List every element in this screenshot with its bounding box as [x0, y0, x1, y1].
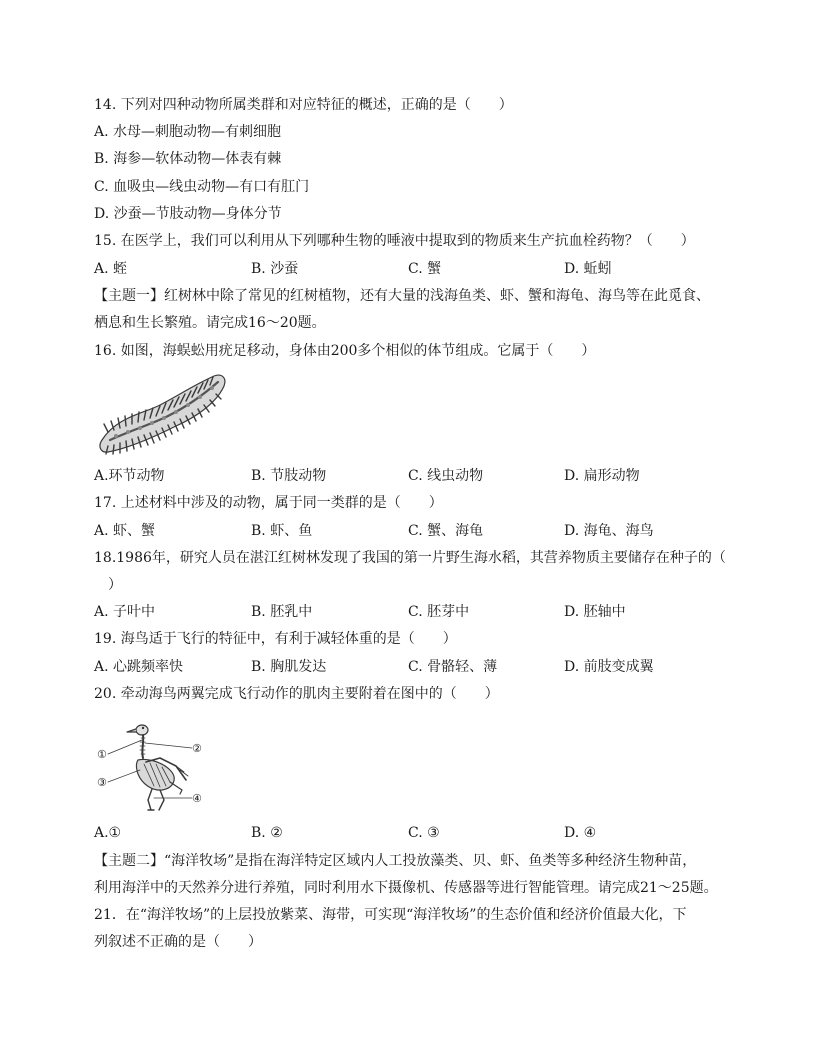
q19-option-c: C. 骨骼轻、薄 [408, 659, 498, 675]
q14-stem: 14. 下列对四种动物所属类群和对应特征的概述，正确的是（ ） [94, 97, 513, 113]
q20-option-c: C. ③ [408, 825, 440, 841]
q16-option-a: A.环节动物 [94, 468, 165, 484]
theme2-line2: 利用海洋中的天然养分进行养殖，同时利用水下摄像机、传感器等进行智能管理。请完成21～25题。 [94, 880, 718, 896]
q14-option-d: D. 沙蚕—节肢动物—身体分节 [94, 206, 282, 222]
q16-option-d: D. 扁形动物 [564, 468, 640, 484]
q15-option-b: B. 沙蚕 [251, 261, 299, 277]
q16-option-b: B. 节肢动物 [251, 468, 327, 484]
q15-option-c: C. 蟹 [408, 261, 442, 277]
q15-stem: 15. 在医学上，我们可以利用从下列哪种生物的唾液中提取到的物质来生产抗血栓药物？（ ） [94, 233, 695, 249]
q20-option-d: D. ④ [564, 825, 597, 841]
theme1-line1: 【主题一】红树林中除了常见的红树植物，还有大量的浅海鱼类、虾、蟹和海龟、海鸟等在此觅食、 [94, 288, 710, 304]
bird-skeleton-figure [96, 718, 208, 814]
q14-option-c: C. 血吸虫—线虫动物—有口有肛门 [94, 179, 310, 195]
q18-stem-line2: ） [108, 577, 122, 593]
q18-option-b: B. 胚乳中 [251, 604, 313, 620]
q17-option-d: D. 海龟、海鸟 [564, 523, 654, 539]
figure-label-4: ④ [192, 792, 202, 805]
q18-option-c: C. 胚芽中 [408, 604, 470, 620]
figure-label-3: ③ [97, 776, 107, 789]
q18-stem-line1: 18.1986年，研究人员在湛江红树林发现了我国的第一片野生海水稻，其营养物质主要储存在种子的（ [94, 550, 726, 566]
q20-stem: 20. 牵动海鸟两翼完成飞行动作的肌肉主要附着在图中的（ ） [94, 686, 499, 702]
sea-centipede-figure [96, 368, 230, 456]
q21-stem-line2: 列叙述不正确的是（ ） [94, 934, 262, 950]
figure-label-2: ② [192, 742, 202, 755]
q20-option-a: A.① [94, 825, 122, 841]
q17-stem: 17. 上述材料中涉及的动物，属于同一类群的是（ ） [94, 495, 443, 511]
q15-option-d: D. 蚯蚓 [564, 261, 612, 277]
q15-option-a: A. 蛭 [94, 261, 128, 277]
q16-stem: 16. 如图，海蜈蚣用疣足移动，身体由200多个相似的体节组成。它属于（ ） [94, 343, 596, 359]
theme1-line2: 栖息和生长繁殖。请完成16～20题。 [94, 315, 326, 331]
q14-option-a: A. 水母—刺胞动物—有刺细胞 [94, 124, 282, 140]
q18-option-a: A. 子叶中 [94, 604, 156, 620]
q17-option-c: C. 蟹、海龟 [408, 523, 484, 539]
q17-option-b: B. 虾、鱼 [251, 523, 313, 539]
q16-option-c: C. 线虫动物 [408, 468, 484, 484]
figure-label-1: ① [97, 748, 107, 761]
q19-stem: 19. 海鸟适于飞行的特征中，有利于减轻体重的是（ ） [94, 631, 457, 647]
theme2-line1: 【主题二】“海洋牧场”是指在海洋特定区域内人工投放藻类、贝、虾、鱼类等多种经济生物种苗， [94, 853, 697, 869]
q20-option-b: B. ② [251, 825, 283, 841]
q17-option-a: A. 虾、蟹 [94, 523, 156, 539]
q14-option-b: B. 海参—软体动物—体表有棘 [94, 151, 282, 167]
q21-stem-line1: 21．在“海洋牧场”的上层投放紫菜、海带，可实现“海洋牧场”的生态价值和经济价值最大化，下 [94, 907, 687, 923]
q19-option-b: B. 胸肌发达 [251, 659, 327, 675]
q19-option-d: D. 前肢变成翼 [564, 659, 654, 675]
q18-option-d: D. 胚轴中 [564, 604, 626, 620]
q19-option-a: A. 心跳频率快 [94, 659, 184, 675]
